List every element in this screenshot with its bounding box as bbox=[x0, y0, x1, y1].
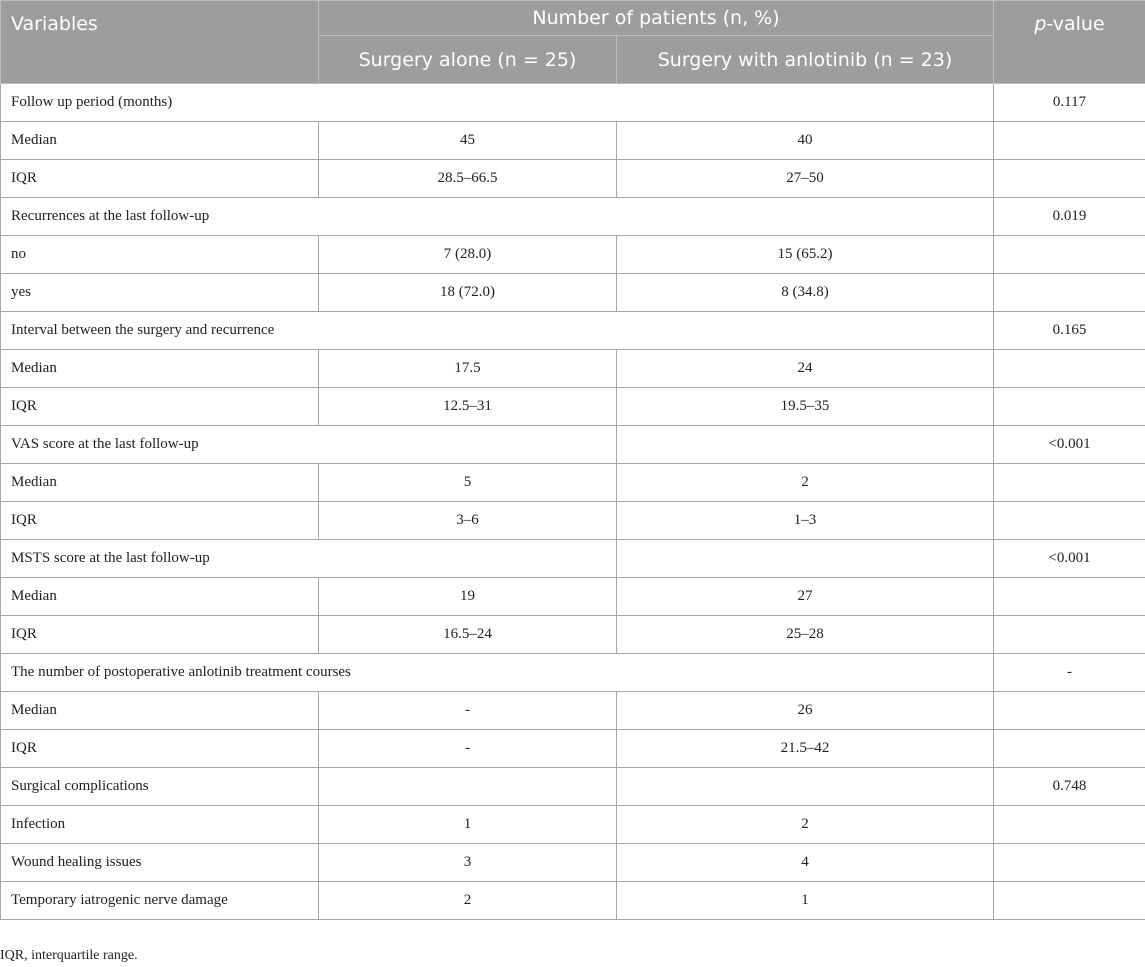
header-p-rest: -value bbox=[1046, 13, 1105, 35]
table-row bbox=[1, 502, 1145, 540]
table-row bbox=[1, 844, 1145, 882]
row-label: VAS score at the last follow-up bbox=[1, 426, 617, 464]
row-label: The number of postoperative anlotinib treatment courses bbox=[1, 654, 994, 692]
cell-surgery-with-anlotinib: 21.5–42 bbox=[617, 730, 994, 768]
table-footnote: IQR, interquartile range. bbox=[0, 948, 138, 963]
row-label: Infection bbox=[1, 806, 319, 844]
table-row bbox=[1, 654, 1145, 692]
cell-p-value bbox=[994, 274, 1145, 312]
table-row bbox=[1, 160, 1145, 198]
cell-surgery-alone: 16.5–24 bbox=[319, 616, 617, 654]
row-label: Temporary iatrogenic nerve damage bbox=[1, 882, 319, 920]
cell-p-value bbox=[994, 578, 1145, 616]
cell-p-value: 0.019 bbox=[994, 198, 1145, 236]
table-row bbox=[1, 730, 1145, 768]
cell-surgery-alone: 19 bbox=[319, 578, 617, 616]
cell-p-value bbox=[994, 844, 1145, 882]
header-surgery-with-anlotinib: Surgery with anlotinib (n = 23) bbox=[617, 36, 994, 84]
cell-surgery-alone: 7 (28.0) bbox=[319, 236, 617, 274]
table-row bbox=[1, 540, 1145, 578]
cell-surgery-with-anlotinib: 4 bbox=[617, 844, 994, 882]
table-row bbox=[1, 882, 1145, 920]
cell-p-value: 0.748 bbox=[994, 768, 1145, 806]
row-label: Surgical complications bbox=[1, 768, 319, 806]
cell-surgery-with-anlotinib: 19.5–35 bbox=[617, 388, 994, 426]
table-row bbox=[1, 768, 1145, 806]
row-label: Median bbox=[1, 692, 319, 730]
row-label: IQR bbox=[1, 388, 319, 426]
cell-surgery-with-anlotinib bbox=[617, 540, 994, 578]
cell-surgery-with-anlotinib: 2 bbox=[617, 806, 994, 844]
cell-p-value bbox=[994, 236, 1145, 274]
table-row bbox=[1, 84, 1145, 122]
cell-surgery-with-anlotinib: 15 (65.2) bbox=[617, 236, 994, 274]
table-row bbox=[1, 806, 1145, 844]
table-body bbox=[1, 84, 1145, 920]
table-row bbox=[1, 464, 1145, 502]
cell-surgery-with-anlotinib: 26 bbox=[617, 692, 994, 730]
cell-p-value bbox=[994, 692, 1145, 730]
cell-surgery-alone: - bbox=[319, 730, 617, 768]
header-number-of-patients: Number of patients (n, %) bbox=[319, 1, 994, 36]
cell-p-value bbox=[994, 388, 1145, 426]
table-row bbox=[1, 388, 1145, 426]
row-label: Recurrences at the last follow-up bbox=[1, 198, 994, 236]
cell-p-value bbox=[994, 350, 1145, 388]
table-row bbox=[1, 692, 1145, 730]
table-row bbox=[1, 578, 1145, 616]
table-row bbox=[1, 122, 1145, 160]
table-row bbox=[1, 616, 1145, 654]
cell-surgery-alone: 5 bbox=[319, 464, 617, 502]
cell-surgery-with-anlotinib: 27–50 bbox=[617, 160, 994, 198]
row-label: Median bbox=[1, 464, 319, 502]
header-p-italic: p bbox=[1034, 13, 1047, 35]
table-row bbox=[1, 274, 1145, 312]
table-row bbox=[1, 236, 1145, 274]
cell-surgery-alone: 28.5–66.5 bbox=[319, 160, 617, 198]
cell-surgery-with-anlotinib: 25–28 bbox=[617, 616, 994, 654]
cell-surgery-with-anlotinib: 27 bbox=[617, 578, 994, 616]
cell-p-value bbox=[994, 616, 1145, 654]
cell-p-value bbox=[994, 882, 1145, 920]
cell-surgery-alone: 1 bbox=[319, 806, 617, 844]
cell-p-value bbox=[994, 502, 1145, 540]
cell-surgery-alone: 17.5 bbox=[319, 350, 617, 388]
cell-surgery-alone: 3 bbox=[319, 844, 617, 882]
cell-p-value bbox=[994, 122, 1145, 160]
cell-surgery-with-anlotinib: 1 bbox=[617, 882, 994, 920]
cell-p-value: <0.001 bbox=[994, 426, 1145, 464]
row-label: Median bbox=[1, 122, 319, 160]
table-row bbox=[1, 312, 1145, 350]
cell-p-value: 0.165 bbox=[994, 312, 1145, 350]
cell-p-value bbox=[994, 464, 1145, 502]
row-label: Follow up period (months) bbox=[1, 84, 994, 122]
table-row bbox=[1, 350, 1145, 388]
cell-surgery-alone bbox=[319, 768, 617, 806]
cell-surgery-alone: 12.5–31 bbox=[319, 388, 617, 426]
row-label: Median bbox=[1, 350, 319, 388]
table-row bbox=[1, 426, 1145, 464]
cell-p-value bbox=[994, 730, 1145, 768]
table-header bbox=[1, 1, 1145, 84]
table-row bbox=[1, 198, 1145, 236]
cell-surgery-with-anlotinib bbox=[617, 426, 994, 464]
cell-p-value: - bbox=[994, 654, 1145, 692]
row-label: MSTS score at the last follow-up bbox=[1, 540, 617, 578]
row-label: Wound healing issues bbox=[1, 844, 319, 882]
row-label: Median bbox=[1, 578, 319, 616]
row-label: yes bbox=[1, 274, 319, 312]
cell-surgery-alone: 45 bbox=[319, 122, 617, 160]
row-label: IQR bbox=[1, 160, 319, 198]
cell-surgery-with-anlotinib: 40 bbox=[617, 122, 994, 160]
row-label: IQR bbox=[1, 730, 319, 768]
header-p-value bbox=[994, 1, 1145, 84]
cell-surgery-with-anlotinib: 8 (34.8) bbox=[617, 274, 994, 312]
row-label: no bbox=[1, 236, 319, 274]
cell-surgery-with-anlotinib: 24 bbox=[617, 350, 994, 388]
cell-p-value: <0.001 bbox=[994, 540, 1145, 578]
header-surgery-alone: Surgery alone (n = 25) bbox=[319, 36, 617, 84]
cell-surgery-alone: - bbox=[319, 692, 617, 730]
cell-surgery-with-anlotinib: 1–3 bbox=[617, 502, 994, 540]
cell-p-value bbox=[994, 806, 1145, 844]
cell-p-value bbox=[994, 160, 1145, 198]
cell-surgery-with-anlotinib bbox=[617, 768, 994, 806]
cell-p-value: 0.117 bbox=[994, 84, 1145, 122]
row-label: Interval between the surgery and recurrence bbox=[1, 312, 994, 350]
row-label: IQR bbox=[1, 502, 319, 540]
cell-surgery-alone: 18 (72.0) bbox=[319, 274, 617, 312]
cell-surgery-alone: 2 bbox=[319, 882, 617, 920]
cell-surgery-with-anlotinib: 2 bbox=[617, 464, 994, 502]
cell-surgery-alone: 3–6 bbox=[319, 502, 617, 540]
row-label: IQR bbox=[1, 616, 319, 654]
header-variables: Variables bbox=[1, 1, 319, 84]
